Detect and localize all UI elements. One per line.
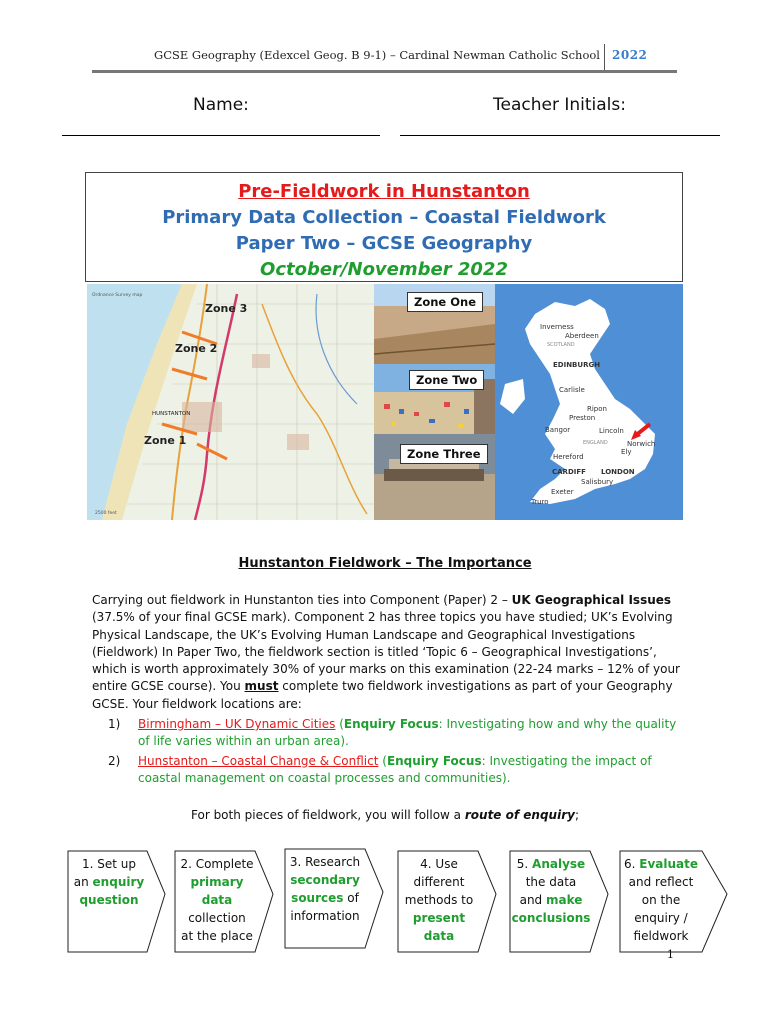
- step-text: data: [201, 893, 233, 907]
- zone-one-label: Zone One: [407, 292, 483, 312]
- page-number: 1: [667, 948, 674, 961]
- step-text: different: [413, 875, 465, 889]
- step-text: and reflect: [628, 875, 694, 889]
- step-text: sources: [291, 891, 344, 905]
- step-text: Analyse: [532, 857, 586, 871]
- step-text: collection: [188, 911, 246, 925]
- uk-place-preston: Preston: [569, 414, 596, 422]
- step-text: the data: [525, 875, 577, 889]
- name-label: Name:: [193, 95, 249, 115]
- uk-place-norwich: Norwich: [627, 440, 656, 448]
- list-item: 1) Birmingham – UK Dynamic Cities (Enquiry Focus: Investigating how and why the quality of life varies within an urban area).: [108, 717, 677, 749]
- para-bold-1: UK Geographical Issues: [511, 593, 672, 607]
- step-text: data: [423, 929, 455, 943]
- title-line-4: October/November 2022: [260, 259, 508, 280]
- title-box: [85, 172, 683, 282]
- step-text: and: [519, 893, 546, 907]
- step-text: secondary: [290, 873, 360, 887]
- step-text: primary: [190, 875, 244, 889]
- step-text: 2. Complete: [180, 857, 254, 871]
- step-text: at the place: [181, 929, 253, 943]
- para-text-3: complete two fieldwork investigations as part of your Geography GCSE. Your fieldwork locations are:: [92, 679, 673, 711]
- step-3-label: [285, 853, 365, 925]
- list-focus: : Investigating how and why the quality of life varies within an urban area: [138, 717, 677, 749]
- step-text: 6.: [623, 857, 640, 871]
- list-item: 2) Hunstanton – Coastal Change & Conflict (Enquiry Focus: Investigating the impact of coastal management on coastal processes and communities).: [108, 753, 652, 785]
- uk-place-inverness: Inverness: [540, 323, 574, 331]
- list-focus: : Investigating the impact of coastal management on coastal processes and communities: [138, 753, 652, 785]
- uk-place-truro: Truro: [531, 498, 549, 506]
- zone-photos: [374, 284, 495, 520]
- para-must: must: [244, 679, 279, 694]
- uk-map-image: [495, 284, 683, 520]
- uk-place-edinburgh: EDINBURGH: [553, 361, 601, 369]
- uk-place-scotland: SCOTLAND: [547, 342, 575, 348]
- step-text: 1. Set up: [81, 857, 136, 871]
- uk-place-salisbury: Salisbury: [581, 478, 614, 486]
- uk-place-london: LONDON: [601, 468, 635, 476]
- step-text: make: [545, 893, 583, 907]
- step-text: present: [412, 911, 466, 925]
- step-text: of: [343, 891, 359, 905]
- step-1-label: [68, 855, 150, 909]
- zone-two-label: Zone Two: [409, 370, 484, 390]
- image-collage: [87, 284, 683, 520]
- step-5-label: [510, 855, 592, 927]
- header-rule: [92, 70, 677, 73]
- step-text: on the: [641, 893, 681, 907]
- teacher-initials-field[interactable]: [400, 135, 720, 136]
- uk-place-ripon: Ripon: [587, 405, 607, 413]
- uk-place-exeter: Exeter: [551, 488, 574, 496]
- uk-place-ely: Ely: [621, 448, 632, 456]
- teacher-initials-label: Teacher Initials:: [493, 95, 626, 115]
- list-place: Hunstanton – Coastal Change & Conflict: [138, 753, 379, 768]
- step-text: information: [290, 909, 360, 923]
- step-text: enquiry: [92, 875, 145, 889]
- list-place: Birmingham – UK Dynamic Cities: [138, 717, 336, 731]
- fieldwork-locations-list: [108, 716, 683, 789]
- step-text: 4. Use: [420, 857, 458, 871]
- step-text: methods to: [404, 893, 474, 907]
- os-zone-1-label: Zone 1: [144, 434, 187, 447]
- step-2-label: [177, 855, 257, 945]
- svg-text:Ordnance Survey map: Ordnance Survey map: [92, 293, 143, 298]
- step-text: question: [79, 893, 139, 907]
- step-6-label: [620, 855, 702, 945]
- step-text: 3. Research: [289, 855, 361, 869]
- route-of-enquiry-text: [0, 808, 770, 822]
- step-text: an: [73, 875, 93, 889]
- step-text: Evaluate: [639, 857, 698, 871]
- zone-three-label: Zone Three: [400, 444, 488, 464]
- title-line-2: Primary Data Collection – Coastal Fieldwork: [162, 207, 606, 228]
- route-pre: For both pieces of fieldwork, you will follow a: [191, 808, 462, 822]
- section-title: Hunstanton Fieldwork – The Importance: [238, 556, 532, 571]
- uk-place-cardiff: CARDIFF: [552, 468, 586, 476]
- title-line-3: Paper Two – GCSE Geography: [235, 233, 533, 254]
- header-text: GCSE Geography (Edexcel Geog. B 9-1) – Cardinal Newman Catholic School: [154, 48, 600, 62]
- uk-place-england: ENGLAND: [583, 440, 608, 446]
- step-4-label: [398, 855, 480, 945]
- step-text: enquiry /: [634, 911, 688, 925]
- name-field[interactable]: [62, 135, 380, 136]
- uk-place-carlisle: Carlisle: [559, 386, 585, 394]
- svg-text:2500 feet: 2500 feet: [95, 511, 117, 516]
- uk-place-hereford: Hereford: [553, 453, 584, 461]
- title-line-1: Pre-Fieldwork in Hunstanton: [238, 181, 530, 202]
- page-header: [92, 42, 677, 70]
- header-year: 2022: [612, 48, 648, 62]
- header-separator: [604, 44, 605, 70]
- uk-place-lincoln: Lincoln: [599, 427, 624, 435]
- intro-paragraph: [92, 592, 682, 713]
- step-text: conclusions: [511, 911, 591, 925]
- os-zone-2-label: Zone 2: [175, 342, 218, 355]
- step-text: 5.: [516, 857, 533, 871]
- route-post: ;: [574, 808, 579, 822]
- os-zone-3-label: Zone 3: [205, 302, 248, 315]
- os-map-image: [87, 284, 374, 520]
- list-number: 2): [108, 753, 121, 768]
- uk-place-aberdeen: Aberdeen: [565, 332, 599, 340]
- list-focus-label: Enquiry Focus: [386, 753, 482, 768]
- list-focus-label: Enquiry Focus: [343, 717, 439, 731]
- enquiry-steps: [65, 848, 735, 958]
- step-text: fieldwork: [633, 929, 689, 943]
- os-town-label: HUNSTANTON: [152, 411, 191, 417]
- route-emphasis: route of enquiry: [464, 808, 575, 822]
- para-text-1: Carrying out fieldwork in Hunstanton ties into Component (Paper) 2 –: [92, 593, 508, 607]
- list-number: 1): [108, 717, 121, 731]
- para-text-2: (37.5% of your final GCSE mark). Component 2 has three topics you have studied; UK’s Evolving Physical Landscape, the UK’s Evolving Human Landscape and Geographical Investigations (Fieldwork) In Paper Two, the fieldwork section is titled ‘Topic 6 – Geographical Investigations’, which is worth approximately 30% of your marks on this examination (22-24 marks – 12% of your entire GCSE course). You: [92, 610, 680, 694]
- uk-place-bangor: Bangor: [545, 426, 571, 434]
